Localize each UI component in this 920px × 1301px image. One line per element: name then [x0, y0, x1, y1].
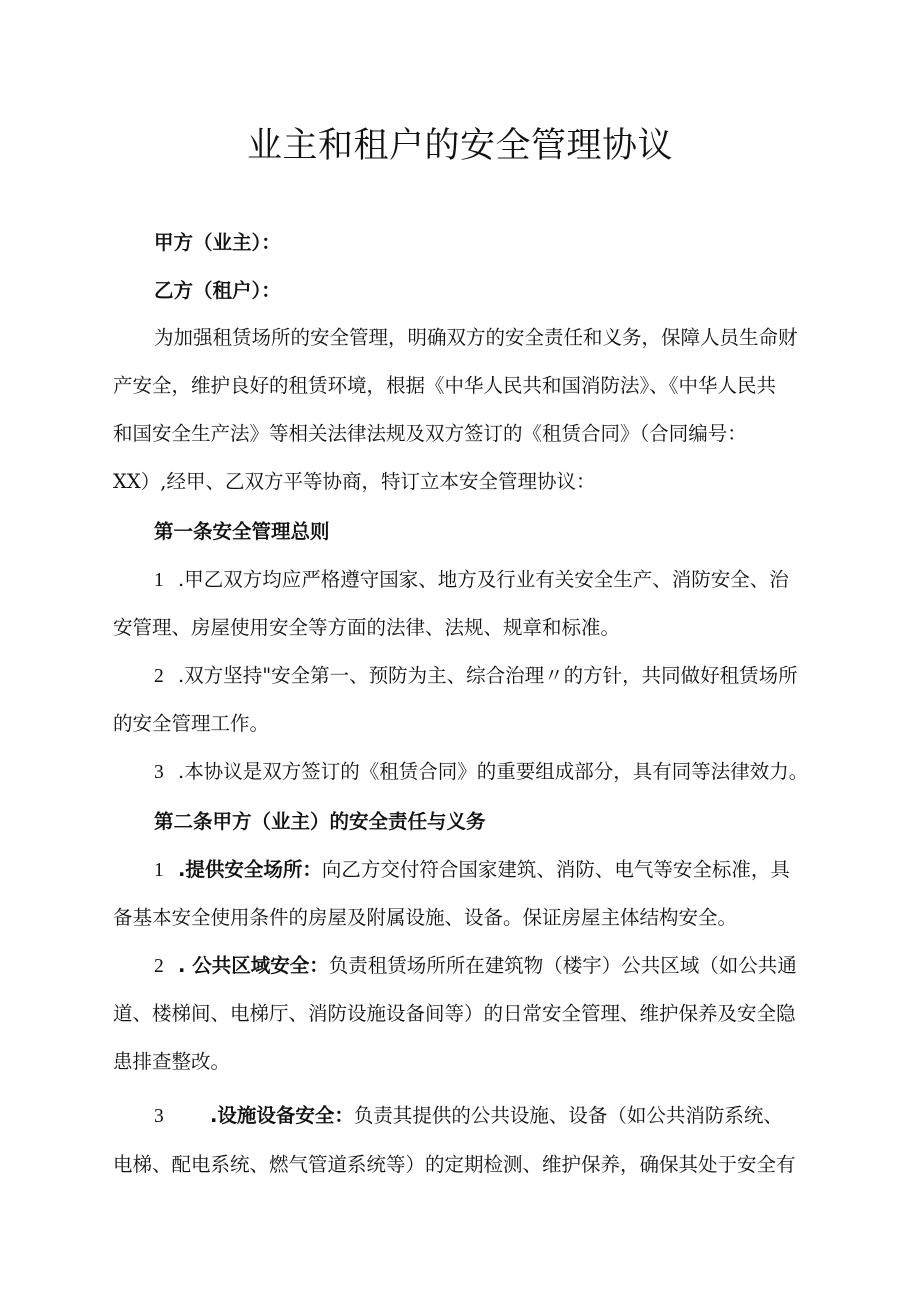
item-label: . 公共区域安全：: [178, 954, 329, 977]
intro-line-1: 为加强租赁场所的安全管理，明确双方的安全责任和义务，保障人员生命财: [154, 326, 798, 349]
item-label: .设施设备安全：: [210, 1104, 354, 1127]
item-text: .本协议是双方签订的《租赁合同》的重要组成部分，具有同等法律效力。: [178, 760, 809, 783]
item-text: 负责其提供的公共设施、设备（如公共消防系统、: [353, 1104, 783, 1127]
section-1-item-2-cont: 的安全管理工作。: [113, 712, 270, 735]
section-2-heading: 第二条甲方（业主）的安全责任与义务: [154, 810, 486, 833]
section-1-item-2: [154, 661, 798, 692]
section-1-item-3: [154, 757, 808, 788]
section-2-item-2-cont-2: 患排查整改。: [113, 1050, 231, 1073]
item-number: 3: [154, 1106, 164, 1127]
intro-line-4: XX）,经甲、乙双方平等协商，特订立本安全管理协议：: [113, 470, 596, 493]
section-2-item-2: [154, 951, 797, 982]
section-2-item-1: [154, 855, 790, 886]
section-1-heading: 第一条安全管理总则: [154, 520, 330, 543]
item-text: .双方坚持"安全第一、预防为主、综合治理〃的方针，共同做好租赁场所: [178, 664, 798, 687]
section-2-item-3-cont: 电梯、配电系统、燃气管道系统等）的定期检测、维护保养，确保其处于安全有: [113, 1153, 796, 1176]
item-label: .提供安全场所：: [178, 858, 322, 881]
intro-line-2: 产安全，维护良好的租赁环境，根据《中华人民共和国消防法》、《中华人民共: [113, 374, 777, 397]
item-text: 向乙方交付符合国家建筑、消防、电气等安全标准，具: [321, 858, 790, 881]
section-1-item-1: [154, 565, 789, 596]
document-title: 业主和租户的安全管理协议: [246, 126, 673, 166]
party-a-label: 甲方（业主）：: [154, 231, 281, 254]
item-number: 2: [154, 956, 164, 977]
item-text: .甲乙双方均应严格遵守国家、地方及行业有关安全生产、消防安全、治: [178, 568, 789, 591]
item-number: 1: [154, 570, 164, 591]
item-number: 1: [154, 860, 164, 881]
section-2-item-1-cont: 备基本安全使用条件的房屋及附属设施、设备。保证房屋主体结构安全。: [113, 906, 738, 929]
item-number: 3: [154, 762, 164, 783]
section-1-item-1-cont: 安管理、房屋使用安全等方面的法律、法规、规章和标准。: [113, 616, 621, 639]
item-number: 2: [154, 666, 164, 687]
section-2-item-3: [154, 1101, 783, 1132]
section-2-item-2-cont: 道、楼梯间、电梯厅、消防设施设备间等）的日常安全管理、维护保养及安全隐: [113, 1002, 796, 1025]
party-b-label: 乙方（租户）：: [154, 279, 281, 302]
intro-line-3: 和国安全生产法》等相关法律法规及双方签订的《租赁合同》（合同编号：: [113, 422, 747, 445]
item-text: 负责租赁场所所在建筑物（楼宇）公共区域（如公共通: [328, 954, 797, 977]
